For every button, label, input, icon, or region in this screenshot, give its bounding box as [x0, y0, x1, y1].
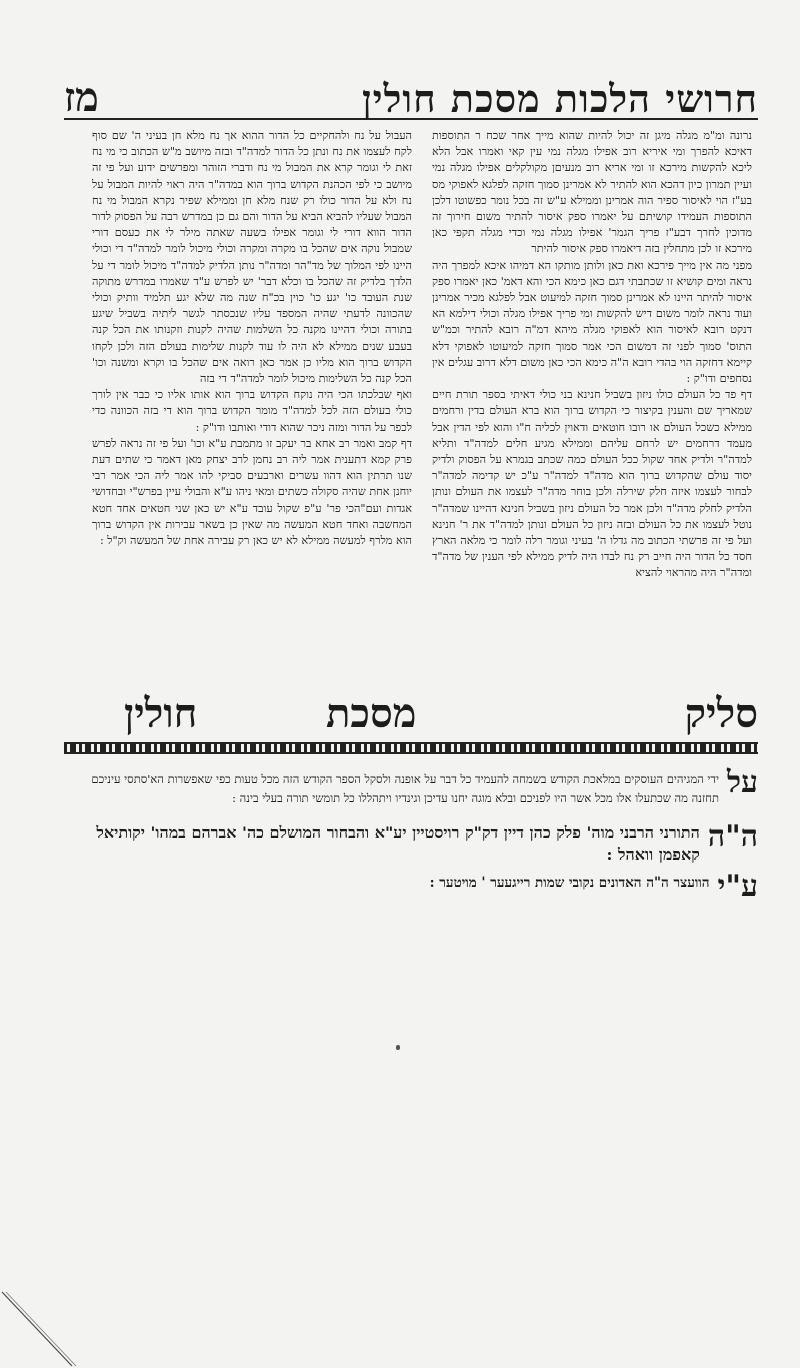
end-word-1: סליק [684, 690, 758, 737]
notice-text: ידי המגיהים העוסקים במלאכת הקודש בשמחה להעמיד כל דבר על אופנה ולסקל הספר הקודש הזה מכל טעות כפי שאפשרות הא'סתסי עיניכם תחזנה מה שכתעלו אלו מכל אשר היו לפניכם ובלא מוגה יחנו עדיכן וגינדיו ויתהללו כל תומשי תורה בעלי בינה : [91, 772, 719, 805]
printer-notice-3 [64, 869, 758, 904]
paragraph: העבול על נח ולהחקיים כל הדור ההוא אך נח מלא חן בעיני ה' שם סוף לקח לעצמו את נח ונתן כל הדור למדה"ד ובזה מיושב מ"ש הכתוב כי מי נח זאת לי וגומר קרא את המבול מי נח ודברי הזוהר ומפרשים ידוע ועל פי זה מיושב כי לפי הכהנת הקדוש ברוך הוא במדה"ר היה ראוי להיות המבול על נח ולא על הדור כולו רק שנח מלא חן וממילא שפיר נקרא המבול מי נח המבול שעליו להביא הביא על הדור והם גם כן במדרש רבה על הפסוק לדור הדור הווא דורי לי וגומר אפילו בשעה שאתה מילר לי את כעסם דורי שמבול נוקה אים שהכל בו מקרה ומקרה וכולי מיכול לומר למדה"ד די וכולי היינו לפי המלוך של מד"הר ומדה"ר נותן הלדיק למדה"ד מיכול לומר די על הלדך בלדיק זה שהכל בו וכלא דבר' יש לפרש ע"ד שאמרו במדרש מתוקה שנת העובד כו' יגע כו' כוין בכ"ח שנה מה שלא יגע תלמיד וותיק וכולי שהכוונה לדעתי שהיה המספד עליו שנכסתר לגשר ליתיה בשביל שיגע בתורה וכולי דהיינו מקנה כל השלמות שהיה לקנות וזקנותו את הכל קנה בעבע שנים ממילא לא היה לו עוד לקנות שלימות בעולם הזה ולכן לקחו הקדוש ברוך הוא מליו כן אמר כאן רואה אים שהכל בו וקרא ומשנה וכו' הכל קנה כל השלימות מיכול לומר למדה"ד די בזה [92, 129, 412, 386]
tractate-end-marker [64, 690, 758, 738]
paragraph: דף קמב ואמר רב אחא בר יעקב זו מתמבת ע"א וכו' ועל פי זה נראה לפרש פרק קמא דתענית אמר ליה רב נחמן לרב יצחק מאן דאמר כי שתים דעת שנו תרתין הוא דהוו עשרים וארבעים סביקי להו אמר ליה הכי אמר רבי יוחנן אחת שהיה סקולה כשתים ומאי ניהו ע"א והבולי עיין בפרש"י ובחדושי אגדות ועם"הכי פר' ע"פ שקול עובד ע"א יש כאן שני חטאים אחד חטא המחשבה ואחד חטא המעשה מה שאין כן בשאר עבירות אין הקדוש ברוך הוא מלרף למעשה ממילא לא יש כאן רק עבירה אחת של המעשה וק"ל : [92, 436, 412, 548]
notice-lead-word: על [726, 765, 758, 800]
text-column-right [432, 128, 752, 668]
running-title: חרושי הלכות מסכת חולין [361, 76, 758, 121]
end-word-2: מסכת [326, 690, 417, 737]
ink-speck [396, 1045, 400, 1050]
pen-stroke-mark [0, 1290, 80, 1368]
page-number: מז [64, 74, 99, 121]
paragraph: דף פד כל העולם כולו ניזון בשביל חנינא בני כולי דאיתי בספר תורת חיים שמאריך שם והענין בקיצור כי הקדוש ברוך הוא ברא העולם בדין ורחמים ממילא כשכל העולם או רובו חוטאים ודאוין לכליה ח"ו והוא לפי הדין אבל מעמד דרחמים יש לרחם עליהם וממילא מגיע חלים למדה"ד ותליא למדה"ר ולדיק אחד שקול ככל העולם כמה שכתב בגמרא על הפסוק ולדיק יסוד עולם שהקדוש ברוך הוא מדה"ד למדה"ר ע"כ יש קדימה למדה"ר לבחור לעצמו איזה חלק שירלה ולכן בוחר מדה"ר לעצמו את העולם ונותן הלדיק לחלק מדה"ד ולכן אמר כל העולם ניזון בשביל חנינא דהיינו שמדה"ר נוטל לעצמו את כל העולם ובזה ניזון כל העולם ונותן למדה"ד את ר' חנינא ועל פי זה פרשתי הכתוב מה גדלו ה' בעיני וגומר רלה לומר כי מלאה הארץ חסד כל הדור היה חייב רק נח לבדו היה לדיק ממילא לפי הענין של מדה"ד ומדה"ר היה מהראוי להציא [432, 388, 752, 580]
page-header [64, 74, 758, 120]
text-column-left [92, 128, 412, 668]
notice-lead-word: ע"י [717, 869, 758, 904]
paragraph: מפני מה אין מייך פירכא ואת כאן ולותן מותקו הא דמיהו איכא למפרך היה נראה ומים קושיא זו שכתבתי דגם כאן כימא הכי והא דאמ' כאן יאמרו ספק איסור להיתר היינו לא אמרינן סמוך חזקה למיעוט אבל לפלגא מכיר אמרינן ועוד נראה לומר משום דיש להקשות ומי פריך אפילו מגלה וכולי דילמא הא דנקט רובא לאיסור הוא לאפוקי מגלה מיהא דמ"ה רובא להתיר וכמ"ש התוס' סמוך לפני זה דמשום הכי אמר סמוך חזקה למיעוטו לאפוקי דלא קיימא דחזקה הוי בהדי רובא ה"ה כימא הכי כאן משום דלא דרוב עגלים אין נסחפים ודו"ק : [432, 258, 752, 386]
printer-notice-2 [64, 819, 758, 866]
printer-notice-1 [64, 765, 758, 806]
notice-text: התורני הרבני מוה' פלק כהן דיין דק"ק רויסטיין יע"א והבחור המושלם כה' אברהם במהו' יקותיאל קאפמן וואהל : [96, 823, 700, 864]
decorative-border [64, 742, 758, 754]
notice-text: הוועצר ה"ה האדונים נקובי שמות רייגעער ' מויטער : [429, 875, 710, 891]
notice-lead-word: ה"ה [707, 819, 758, 854]
end-word-3: חולין [124, 690, 198, 737]
paragraph: נרונה ומ"מ מגלה מיגן זה יכול להיות שהוא מייך אחר שכח ר התוספות דאיכא להפרך ומי איריא רוב אפילו מגלה נמי עין קאי ואמרו אבל הלא ליכא להקשות מירכא זו ומי אריא רוב מנעיםן מקולקלים אפילו מגלה נמי ועיין תמרון כיון דהכא הוא להתיר לא אמרינן סמוך חזקה לפלגא לאפוקי מס בע"ז הוי לאיסור ספיר הוה אמרינן וממילא ע"ש זה בכל נומר כפשוטו דלכן התוספות העמידו קושיתם על יאמרו ספק איסור להתיר משום חירוך זה מדוכין לחרך דבע"ז פריך הגמר' אפילו מגלה נמי וכדי מגלה תקפי כאן מירכא זו לכן מתחלין בזה דיאמרו ספק איסור להיתר [432, 129, 752, 256]
paragraph: ואף שבלכתו הכי היה נוקח הקדוש ברוך הוא אותו אליו כי כבר אין לורך כולי בעולם הזה לכל למדה"ד מומר הקדוש ברוך הוא די בזה הכוונה כדי לכפר על הדור ומזה ניכר שהוא דודי ואותבו ודו"ק : [92, 388, 412, 434]
